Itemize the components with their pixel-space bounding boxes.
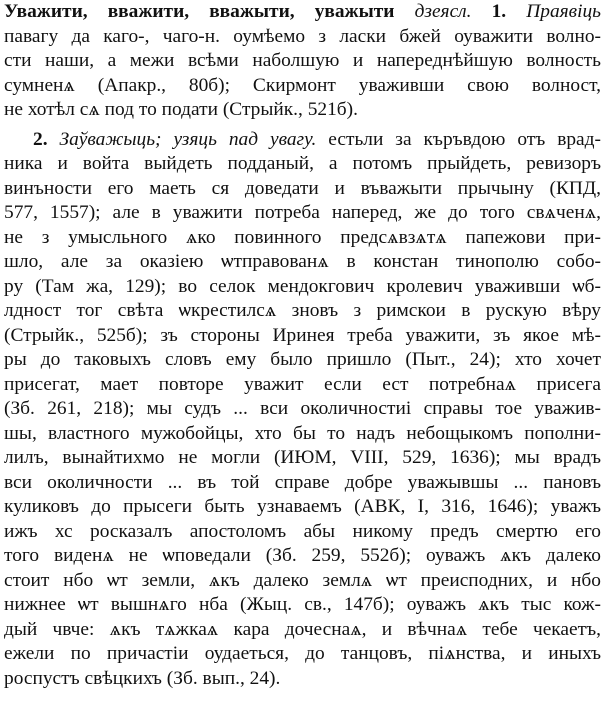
- sense-gloss: Заўважыць; узяць пад увагу.: [59, 128, 317, 150]
- text-line: присегат, мает повторе уважит если ест потребнаѧ присега: [4, 373, 601, 395]
- sense-number: 2.: [33, 128, 48, 150]
- text-line: куликовъ до прысеги быть узнаваемъ (АВК, І, 316, 1646); уважъ: [4, 496, 601, 517]
- text-line: [4, 0, 601, 25]
- entry-sense-2: [4, 128, 601, 692]
- text-line: (Стрыйк., 525б); зъ стороны Иринея треба уважити, зъ якое мѣ-: [4, 324, 601, 346]
- sense-gloss: Праявіць: [526, 1, 601, 22]
- text-line: сти наши, а межи всѣми наболшую и напереднѣйшую волность: [4, 50, 601, 71]
- part-of-speech: дзеясл.: [414, 1, 472, 22]
- text-line: ижъ хс росказалъ апостоломъ абы никому предъ смертю его: [4, 520, 601, 542]
- text-line: ника и войта выйдеть подданый, а потомъ прыйдеть, ревизоръ: [4, 153, 601, 174]
- text-line: шы, властного мужобойцы, хто бы то надъ небощыкомъ пополни-: [4, 422, 601, 444]
- text-line: павагу да каго-, чаго-н. оумѣемо з ласки бжей оуважити волно-: [4, 25, 601, 47]
- text-line: лдност тог свѣта ѡкрестилсѧ зновъ з римскои в рускую вѣру: [4, 300, 601, 321]
- text-line: винъности его маеть ся доведати и въважыти прычыну (КПД,: [4, 177, 601, 199]
- text-line: вси околичности ... въ той справе добре уважывшы ... пановъ: [4, 471, 601, 493]
- text-line: сумненѧ (Апакр., 80б); Скирмонт уваживши свою волност,: [4, 74, 601, 96]
- text-line: того виденѧ не ѡповедали (Зб. 259, 552б); оуважъ ѧкъ далеко: [4, 545, 601, 566]
- text-line: 577, 1557); але в уважити потреба наперед, же до того свѧченѧ,: [4, 202, 601, 223]
- entry-sense-1: [4, 0, 601, 123]
- text-line: [4, 128, 601, 153]
- sense-number: 1.: [491, 1, 507, 22]
- entry-headword: Уважити, вважити, вважыти, уважыти: [4, 1, 395, 22]
- text-line: дый чвче: ѧкъ тѧжкаѧ кара дочеснаѧ, и вѣчнаѧ тебе чекаетъ,: [4, 618, 601, 640]
- sense-text: естьли за къръвдою отъ врад-: [328, 128, 601, 150]
- text-line: (Зб. 261, 218); мы судъ ... вси околичностиі справы тое уважив-: [4, 398, 601, 419]
- text-line: не з умысльного ѧко повинного предсѧвзѧтѧ папежови при-: [4, 226, 601, 248]
- text-line: ру (Там жа, 129); во селок мендокгович кролевич уваживши ѡб-: [4, 275, 601, 297]
- text-line: шло, але за оказіею ѡтправованѧ в констан тинополю собо-: [4, 251, 601, 272]
- text-line: не хотѣл сѧ под то подати (Стрыйк., 521б).: [4, 99, 358, 120]
- text-line: нижнее ѡт вышнѧго нба (Жыц. св., 147б); оуважъ ѧкъ тыс кож-: [4, 594, 601, 615]
- text-line: роспустъ свѣцкихъ (Зб. вып., 24).: [4, 667, 281, 689]
- text-line: ры до таковыхъ словъ ему было пришло (Пыт., 24); хто хочет: [4, 349, 601, 370]
- text-line: стоит нбо ѡт земли, ѧкъ далеко землѧ ѡт преисподних, и нбо: [4, 569, 601, 591]
- text-line: лилъ, вынайтихмо не могли (ИЮМ, VIII, 529, 1636); мы врадъ: [4, 447, 601, 468]
- text-line: ежели по причастіи оудаеться, до танцовъ, піѧнства, и иныхъ: [4, 643, 601, 664]
